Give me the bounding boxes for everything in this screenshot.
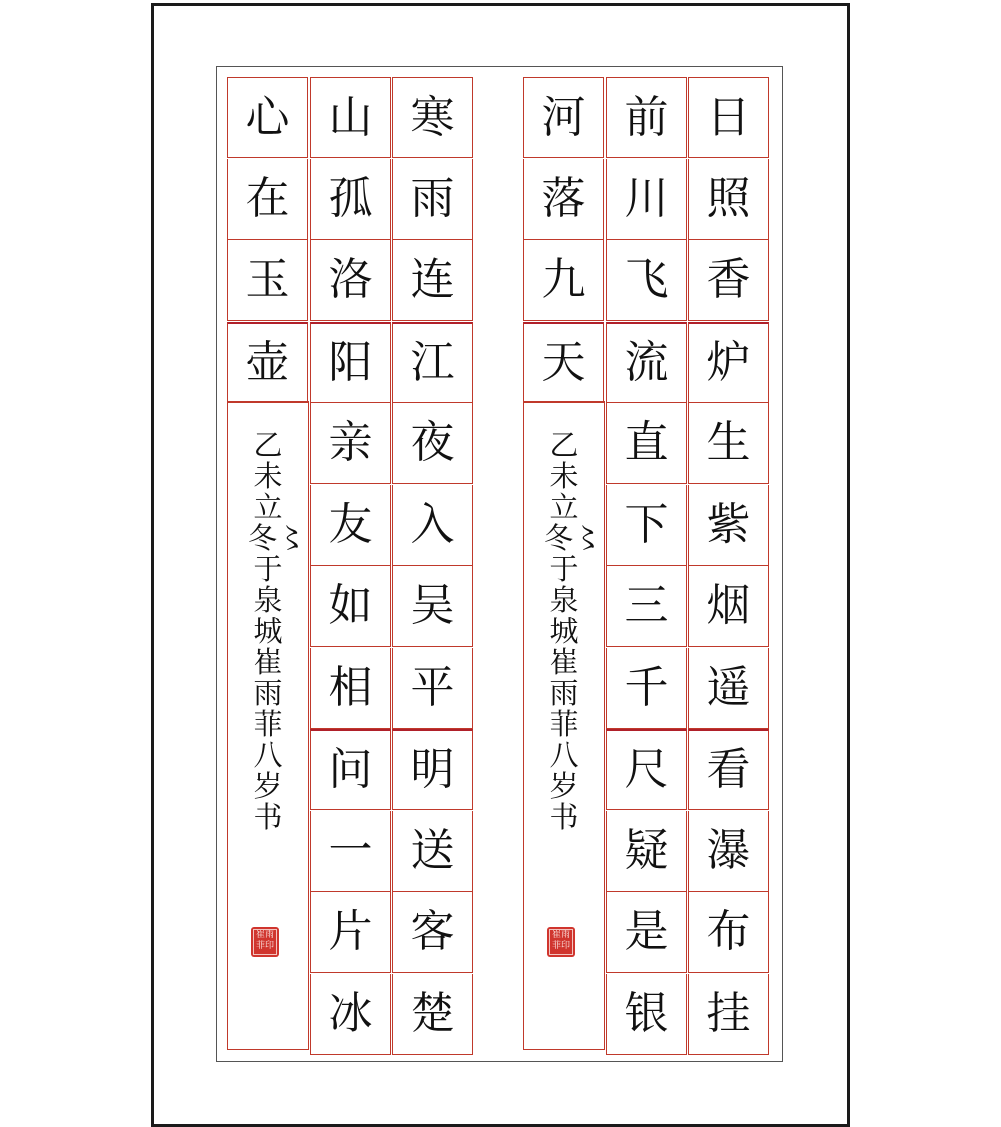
character-cell: 看 — [688, 729, 769, 810]
character-cell: 入 — [392, 485, 473, 566]
character-cell: 照 — [688, 159, 769, 240]
left-inscription: 乙未立冬〻于泉城崔雨菲八岁书 — [248, 428, 307, 834]
character-cell: 楚 — [392, 974, 473, 1055]
character-cell: 友 — [310, 485, 391, 566]
character-cell: 江 — [392, 322, 473, 403]
character-cell: 川 — [606, 159, 687, 240]
character-cell: 心 — [227, 77, 308, 158]
character-cell: 日 — [688, 77, 769, 158]
right-seal-stamp — [547, 927, 575, 957]
character-cell: 连 — [392, 240, 473, 321]
character-cell: 洛 — [310, 240, 391, 321]
character-cell: 吴 — [392, 566, 473, 647]
character-cell: 挂 — [688, 974, 769, 1055]
character-cell: 一 — [310, 811, 391, 892]
character-cell: 河 — [523, 77, 604, 158]
character-cell: 遥 — [688, 648, 769, 729]
character-cell: 雨 — [392, 159, 473, 240]
character-cell: 寒 — [392, 77, 473, 158]
seal-text: 崔雨菲印 — [253, 929, 277, 955]
character-cell: 尺 — [606, 729, 687, 810]
character-cell: 炉 — [688, 322, 769, 403]
character-cell: 落 — [523, 159, 604, 240]
character-cell: 流 — [606, 322, 687, 403]
character-cell: 相 — [310, 648, 391, 729]
character-cell: 生 — [688, 403, 769, 484]
character-cell: 夜 — [392, 403, 473, 484]
character-cell: 玉 — [227, 240, 308, 321]
character-cell: 如 — [310, 566, 391, 647]
character-cell: 送 — [392, 811, 473, 892]
character-cell: 孤 — [310, 159, 391, 240]
character-cell: 烟 — [688, 566, 769, 647]
character-cell: 疑 — [606, 811, 687, 892]
character-cell: 是 — [606, 892, 687, 973]
character-cell: 飞 — [606, 240, 687, 321]
character-cell: 在 — [227, 159, 308, 240]
character-cell: 平 — [392, 648, 473, 729]
character-cell: 片 — [310, 892, 391, 973]
character-cell: 三 — [606, 566, 687, 647]
character-cell: 问 — [310, 729, 391, 810]
character-cell: 千 — [606, 648, 687, 729]
left-seal-stamp — [251, 927, 279, 957]
character-cell: 布 — [688, 892, 769, 973]
character-cell: 明 — [392, 729, 473, 810]
character-cell: 瀑 — [688, 811, 769, 892]
seal-text: 崔雨菲印 — [549, 929, 573, 955]
character-cell: 山 — [310, 77, 391, 158]
character-cell: 紫 — [688, 485, 769, 566]
character-cell: 冰 — [310, 974, 391, 1055]
character-cell: 客 — [392, 892, 473, 973]
right-inscription: 乙未立冬〻于泉城崔雨菲八岁书 — [544, 428, 603, 834]
character-cell: 九 — [523, 240, 604, 321]
character-cell: 银 — [606, 974, 687, 1055]
character-cell: 亲 — [310, 403, 391, 484]
character-cell: 下 — [606, 485, 687, 566]
character-cell: 天 — [523, 322, 604, 403]
character-cell: 香 — [688, 240, 769, 321]
character-cell: 前 — [606, 77, 687, 158]
character-cell: 阳 — [310, 322, 391, 403]
character-cell: 壶 — [227, 322, 308, 403]
character-cell: 直 — [606, 403, 687, 484]
